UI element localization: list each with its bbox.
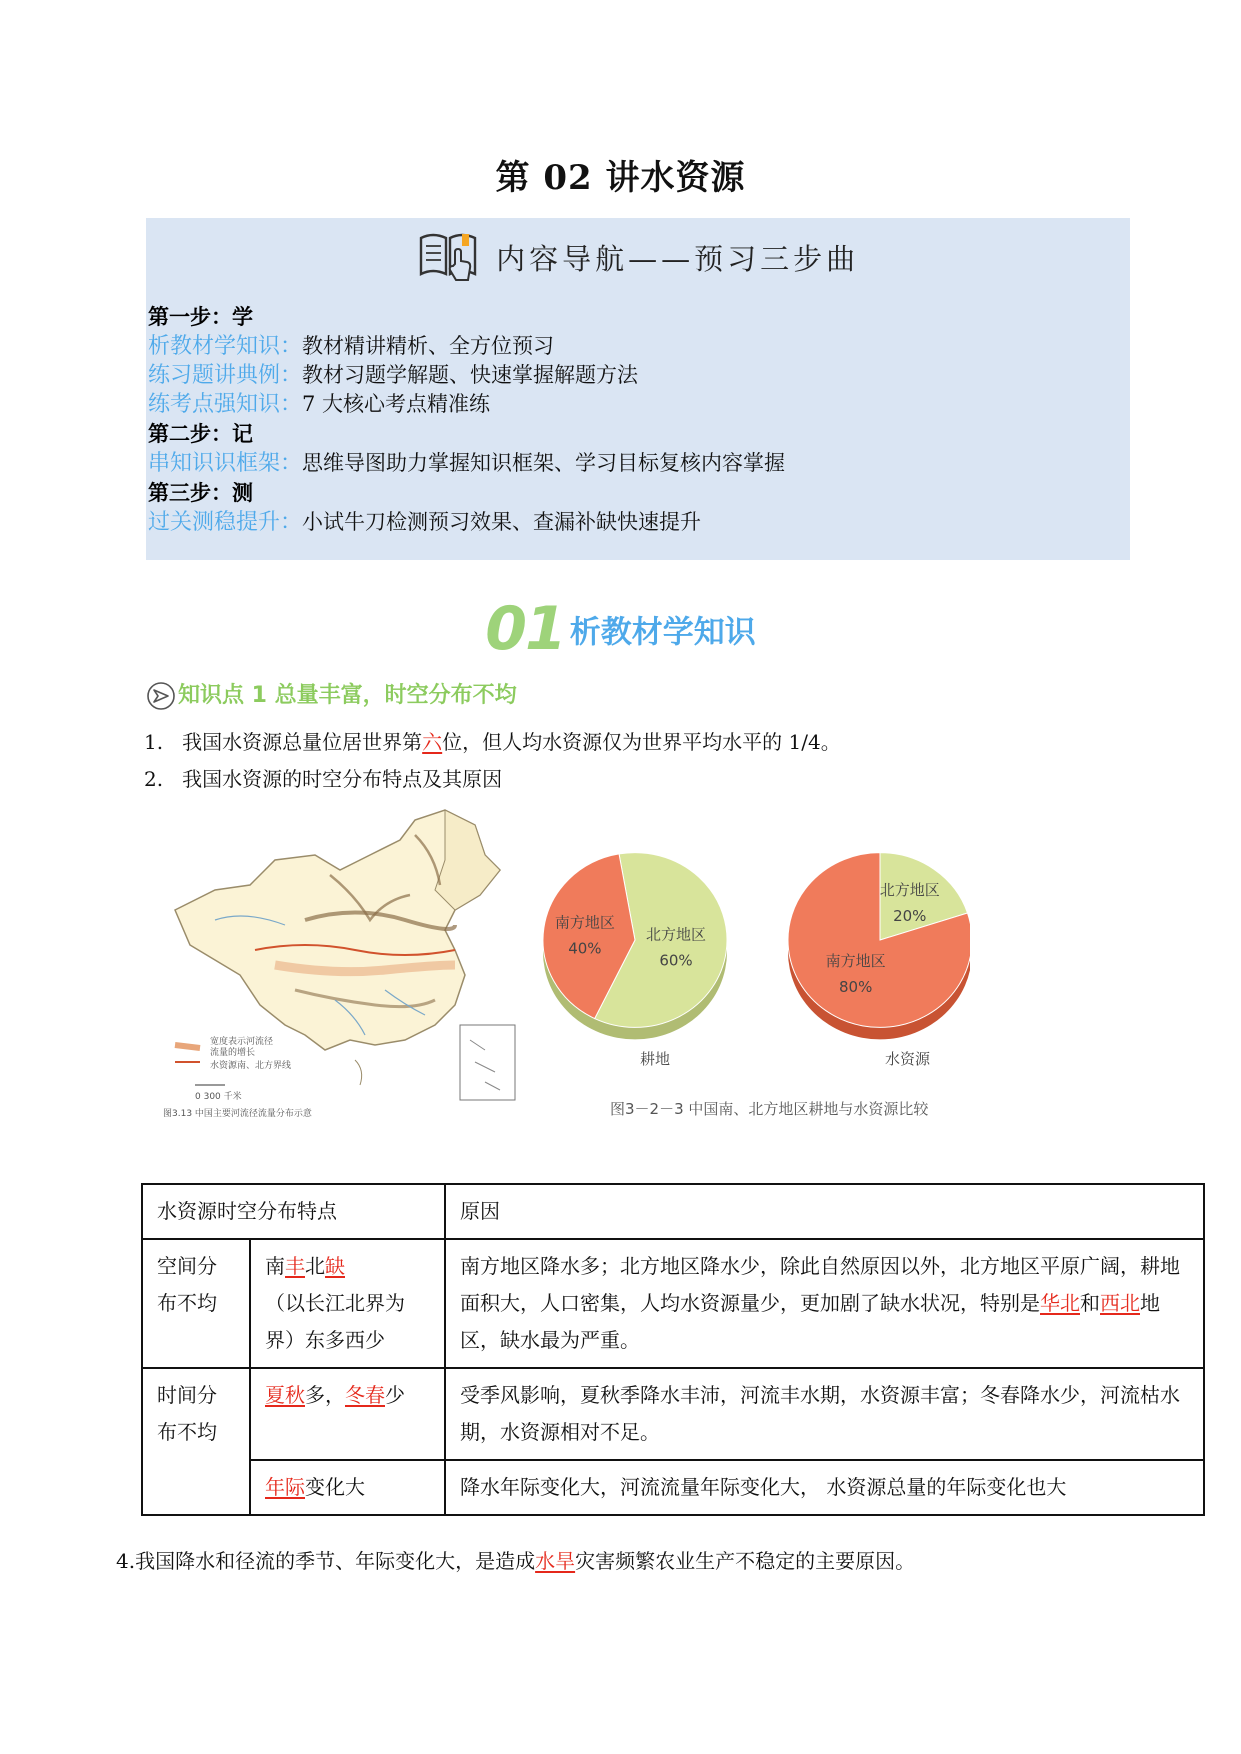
nav-item-test: 过关测稳提升：小试牛刀检测预习效果、查漏补缺快速提升 [148,510,702,535]
content-navigation-box [146,218,1130,560]
pie-category-label: 南方地区 [554,913,615,932]
pie-charts [540,830,970,1130]
nav-step-2: 第二步：记 [148,421,253,446]
china-river-map [155,800,535,1120]
knowledge-point-heading: 知识点 1 总量丰富，时空分布不均 [146,678,517,711]
section-number: 01 [485,594,565,664]
nav-item-framework: 串知识识框架：思维导图助力掌握知识框架、学习目标复核内容掌握 [148,451,786,476]
section-heading [0,594,1241,664]
pie-title-farmland: 耕地 [640,1050,671,1068]
pie-charts-svg [540,830,970,1080]
nav-item-exam-points: 练考点强知识：7 大核心考点精准练 [148,392,491,417]
paragraph-4: 4.我国降水和径流的季节、年际变化大，是造成水旱灾害频繁农业生产不稳定的主要原因。 [116,1549,916,1573]
table-header-reason: 原因 [445,1184,1204,1239]
pie-caption: 图3－2－3 中国南、北方地区耕地与水资源比较 [610,1100,929,1118]
table-row-time-1 [142,1368,1204,1460]
nav-item-exercises: 练习题讲典例：教材习题学解题、快速掌握解题方法 [148,363,639,388]
page-title: 第 02 讲水资源 [495,158,746,198]
paragraph-2: 2. 我国水资源的时空分布特点及其原因 [144,767,503,791]
table-cell-space-label: 空间分布不均 [142,1239,250,1368]
pie-value-label: 80% [838,977,873,996]
pie-value-label: 20% [893,907,927,926]
arrow-circle-icon [146,681,176,711]
table-header-features: 水资源时空分布特点 [142,1184,445,1239]
table-cell-time-reason-1: 受季风影响，夏秋季降水丰沛，河流丰水期，水资源丰富；冬春降水少，河流枯水期，水资源相对不足。 [445,1368,1204,1460]
paragraph-1: 1. 我国水资源总量位居世界第六位，但人均水资源仅为世界平均水平的 1/4。 [144,730,841,754]
nav-header [146,228,1130,292]
section-title: 析教材学知识 [569,614,756,651]
table-cell-time-label: 时间分布不均 [142,1368,250,1515]
map-legend-boundary: 水资源南、北方界线 [210,1061,292,1071]
china-map-image [155,800,535,1120]
pie-value-label: 40% [568,939,602,958]
table-header-row [142,1184,1204,1239]
table-cell-time-feature-1: 夏秋多，冬春少 [250,1368,445,1460]
table-row-space [142,1239,1204,1368]
table-cell-space-feature: 南丰北缺 （以长江北界为界）东多西少 [250,1239,445,1368]
nav-lines [148,302,785,537]
pie-category-label: 北方地区 [645,925,707,944]
nav-step-3: 第三步：测 [148,480,253,505]
map-legend-width: 宽度表示河流径流量的增长 [210,1037,274,1058]
pie-category-label: 南方地区 [825,951,886,970]
nav-header-text: 内容导航——预习三步曲 [496,241,860,276]
pie-category-label: 北方地区 [879,881,940,900]
nav-step-1: 第一步：学 [148,304,253,329]
pie-value-label: 60% [659,951,693,970]
table-cell-time-feature-2: 年际变化大 [250,1460,445,1515]
book-touch-icon [417,228,479,286]
pie-title-water: 水资源 [885,1050,931,1068]
map-scale: 0 300 千米 [195,1092,242,1102]
nav-item-textbook: 析教材学知识：教材精讲精析、全方位预习 [148,334,555,359]
water-distribution-table [141,1183,1205,1516]
table-row-time-2 [142,1460,1204,1515]
table-cell-time-reason-2: 降水年际变化大，河流流量年际变化大， 水资源总量的年际变化也大 [445,1460,1204,1515]
table-cell-space-reason: 南方地区降水多；北方地区降水少，除此自然原因以外，北方地区平原广阔，耕地面积大，人口密集，人均水资源量少，更加剧了缺水状况，特别是华北和西北地区，缺水最为严重。 [445,1239,1204,1368]
map-caption: 图3.13 中国主要河流径流量分布示意 [163,1109,312,1119]
